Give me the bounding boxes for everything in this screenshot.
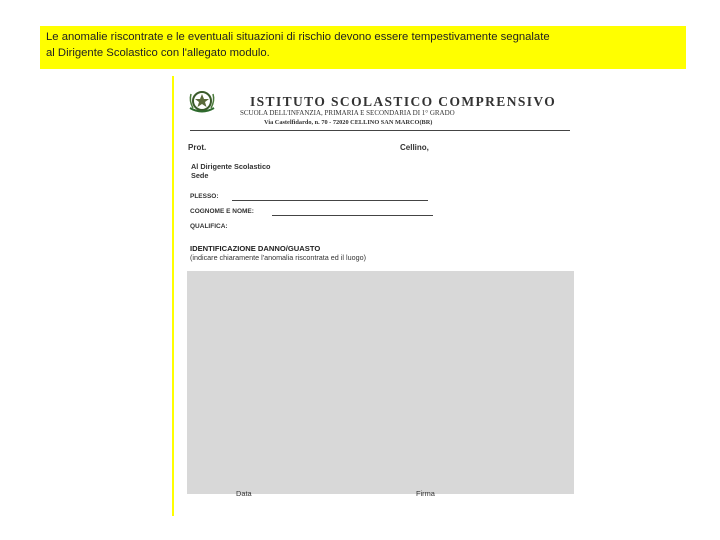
report-form-document: [176, 76, 576, 516]
damage-description-box[interactable]: [187, 271, 574, 494]
qualifica-label: QUALIFICA:: [190, 223, 228, 230]
protocol-label: Prot.: [188, 143, 207, 152]
institution-subtitle: SCUOLA DELL'INFANZIA, PRIMARIA E SECONDARIA DI 1° GRADO: [240, 109, 455, 117]
plesso-field[interactable]: [232, 200, 428, 201]
nome-field[interactable]: [272, 215, 433, 216]
institution-address: Via Castelfidardo, n. 70 - 72020 CELLINO SAN MARCO(BR): [264, 119, 433, 126]
yellow-margin-line: [172, 76, 174, 516]
signature-label: Firma: [416, 489, 435, 498]
city-label: Cellino,: [400, 143, 429, 152]
section-title: IDENTIFICAZIONE DANNO/GUASTO: [190, 244, 321, 253]
header-divider: [190, 130, 570, 131]
republic-emblem-icon: [187, 88, 217, 114]
banner-line-1: Le anomalie riscontrate e le eventuali situazioni di rischio devono essere tempestivamente segnalate: [46, 31, 550, 43]
date-label: Data: [236, 489, 252, 498]
banner-line-2: al Dirigente Scolastico con l'allegato modulo.: [46, 46, 270, 59]
nome-label: COGNOME E NOME:: [190, 208, 254, 215]
recipient-line-1: Al Dirigente Scolastico: [191, 162, 271, 171]
institution-name: ISTITUTO SCOLASTICO COMPRENSIVO: [250, 94, 557, 109]
recipient-line-2: Sede: [191, 171, 209, 180]
section-note: (indicare chiaramente l'anomalia riscontrata ed il luogo): [190, 253, 366, 262]
plesso-label: PLESSO:: [190, 193, 219, 200]
instruction-banner: [40, 26, 686, 69]
